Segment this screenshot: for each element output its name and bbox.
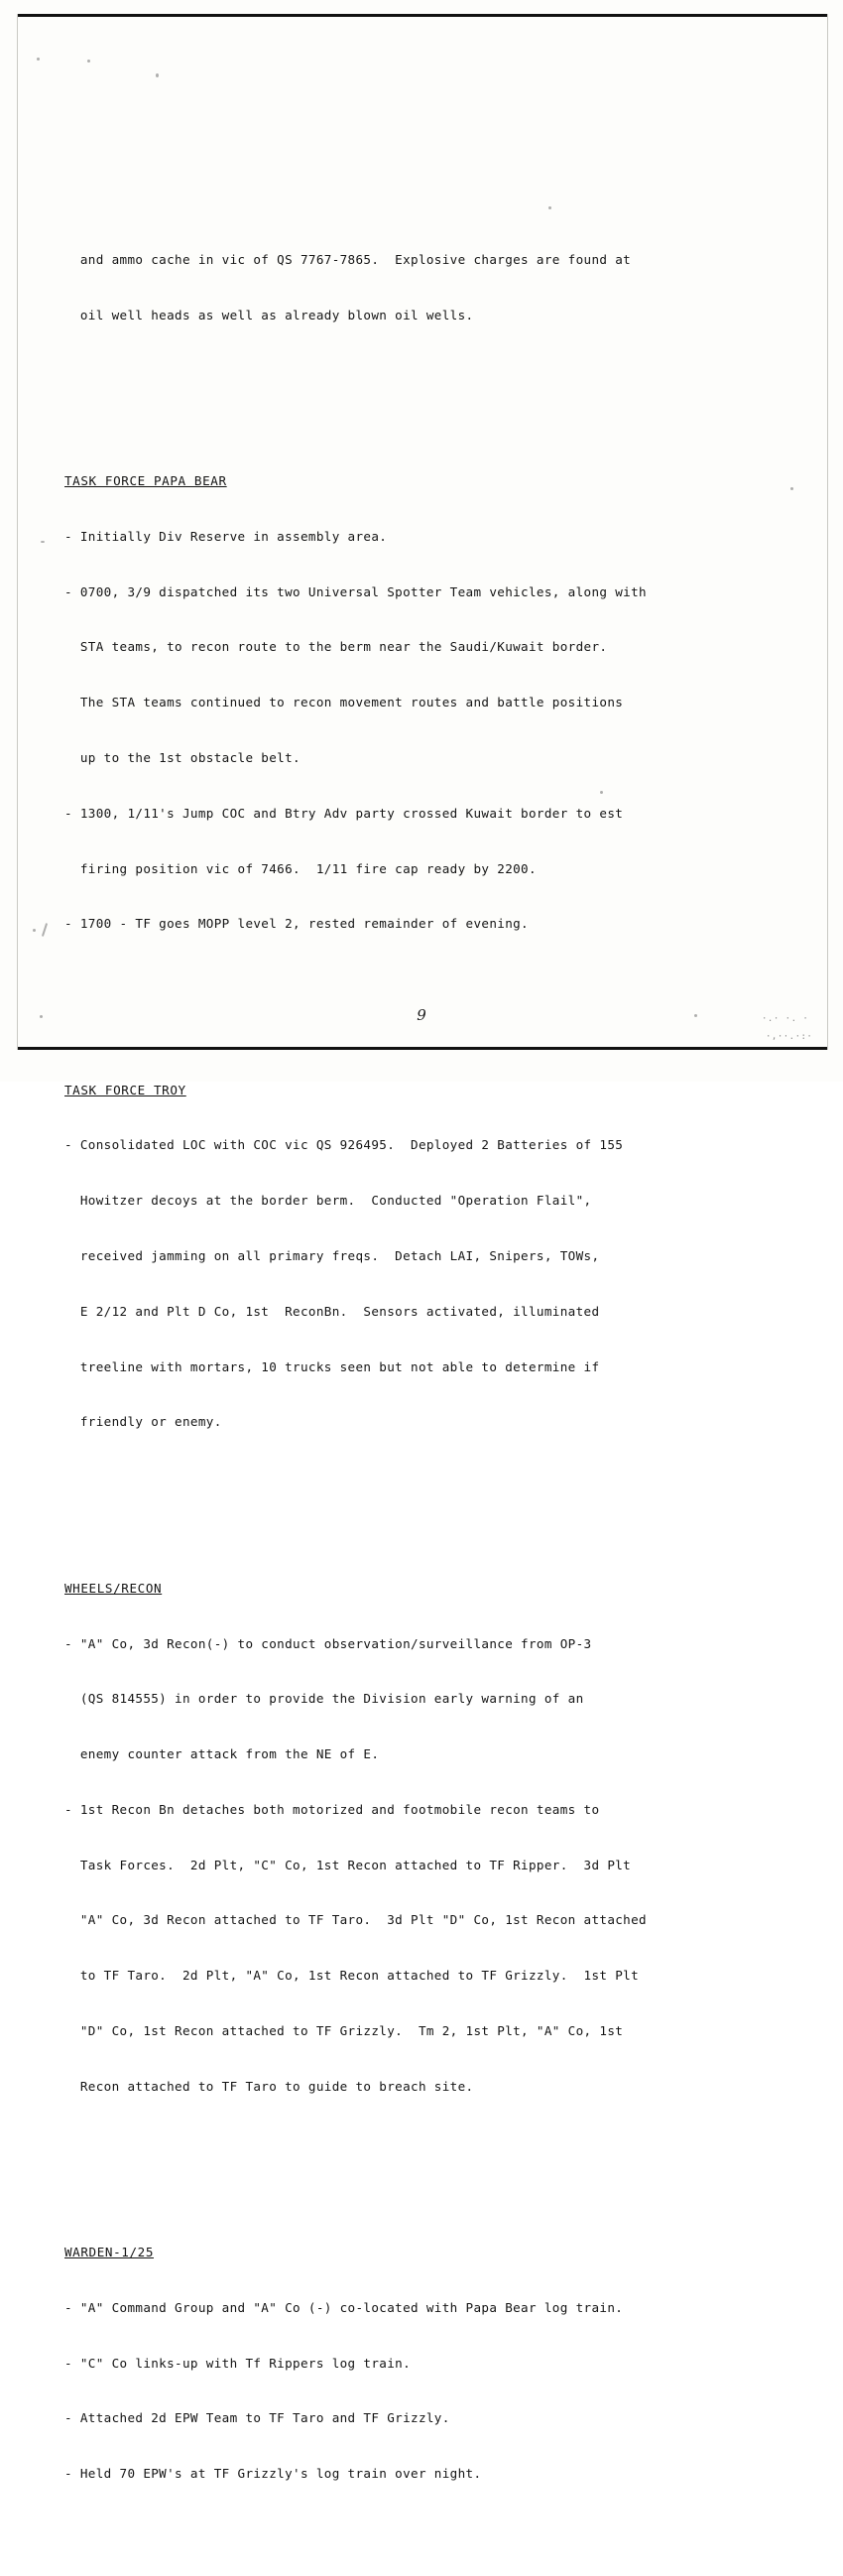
section-warden-1-25 [64, 2207, 788, 2520]
body-line: received jamming on all primary freqs. Detach LAI, Snipers, TOWs, [64, 1248, 600, 1264]
scan-speck [790, 487, 793, 490]
body-line: - Consolidated LOC with COC vic QS 926495. Deployed 2 Batteries of 155 [64, 1137, 624, 1153]
body-line: firing position vic of 7466. 1/11 fire cap ready by 2200. [64, 860, 537, 876]
section-heading: WARDEN-1/25 [64, 2245, 155, 2260]
page-right-edge [827, 14, 828, 1050]
scan-speck [41, 541, 45, 543]
section-task-force-papa-bear [64, 436, 788, 970]
page-number: 9 [417, 1006, 426, 1024]
body-line: STA teams, to recon route to the berm near the Saudi/Kuwait border. [64, 639, 608, 655]
body-line: enemy counter attack from the NE of E. [64, 1746, 380, 1762]
body-line: - "C" Co links-up with Tf Rippers log train. [64, 2355, 412, 2371]
section-task-force-troy [64, 1045, 788, 1470]
scan-smudge: ·,··.·:· [766, 1032, 813, 1042]
document-body [64, 159, 788, 2576]
paragraph-block [64, 214, 788, 362]
body-line: - 1700 - TF goes MOPP level 2, rested remainder of evening. [64, 916, 529, 932]
section-wheels-recon [64, 1543, 788, 2133]
page-top-rule [18, 14, 827, 17]
section-heading: WHEELS/RECON [64, 1580, 163, 1596]
page-left-edge [17, 14, 18, 1050]
body-line: - Initially Div Reserve in assembly area. [64, 528, 388, 544]
body-line: E 2/12 and Plt D Co, 1st ReconBn. Sensors activated, illuminated [64, 1303, 600, 1319]
body-line: - 1st Recon Bn detaches both motorized and footmobile recon teams to [64, 1801, 600, 1817]
body-line: to TF Taro. 2d Plt, "A" Co, 1st Recon attached to TF Grizzly. 1st Plt [64, 1968, 640, 1984]
body-line: "A" Co, 3d Recon attached to TF Taro. 3d Plt "D" Co, 1st Recon attached [64, 1912, 647, 1928]
body-line: - Held 70 EPW's at TF Grizzly's log train over night. [64, 2466, 482, 2482]
scan-speck [156, 73, 159, 77]
scan-speck [87, 60, 90, 63]
body-line: Task Forces. 2d Plt, "C" Co, 1st Recon attached to TF Ripper. 3d Plt [64, 1857, 632, 1872]
body-line: and ammo cache in vic of QS 7767-7865. Explosive charges are found at [64, 251, 632, 267]
body-line: "D" Co, 1st Recon attached to TF Grizzly. Tm 2, 1st Plt, "A" Co, 1st [64, 2022, 624, 2038]
body-line: - "A" Command Group and "A" Co (-) co-located with Papa Bear log train. [64, 2299, 624, 2315]
body-line: (QS 814555) in order to provide the Division early warning of an [64, 1691, 584, 1707]
scan-speck [37, 58, 40, 61]
body-line: friendly or enemy. [64, 1414, 222, 1430]
body-line: - Attached 2d EPW Team to TF Taro and TF Grizzly. [64, 2410, 450, 2426]
body-line: - 1300, 1/11's Jump COC and Btry Adv party crossed Kuwait border to est [64, 805, 624, 821]
body-line: - "A" Co, 3d Recon(-) to conduct observation/surveillance from OP-3 [64, 1635, 592, 1651]
body-line: Recon attached to TF Taro to guide to breach site. [64, 2078, 474, 2094]
scan-speck [33, 929, 36, 932]
scan-smudge: ·.· ·. · [762, 1014, 809, 1024]
body-line: The STA teams continued to recon movement routes and battle positions [64, 695, 624, 710]
body-line: - 0700, 3/9 dispatched its two Universal Spotter Team vehicles, along with [64, 583, 647, 599]
section-heading: TASK FORCE TROY [64, 1082, 186, 1097]
body-line: up to the 1st obstacle belt. [64, 750, 301, 765]
scan-speck [42, 923, 48, 937]
body-line: oil well heads as well as already blown oil wells. [64, 307, 474, 322]
body-line: Howitzer decoys at the border berm. Conducted "Operation Flail", [64, 1193, 592, 1209]
body-line: treeline with mortars, 10 trucks seen but not able to determine if [64, 1358, 600, 1374]
section-heading: TASK FORCE PAPA BEAR [64, 473, 227, 489]
